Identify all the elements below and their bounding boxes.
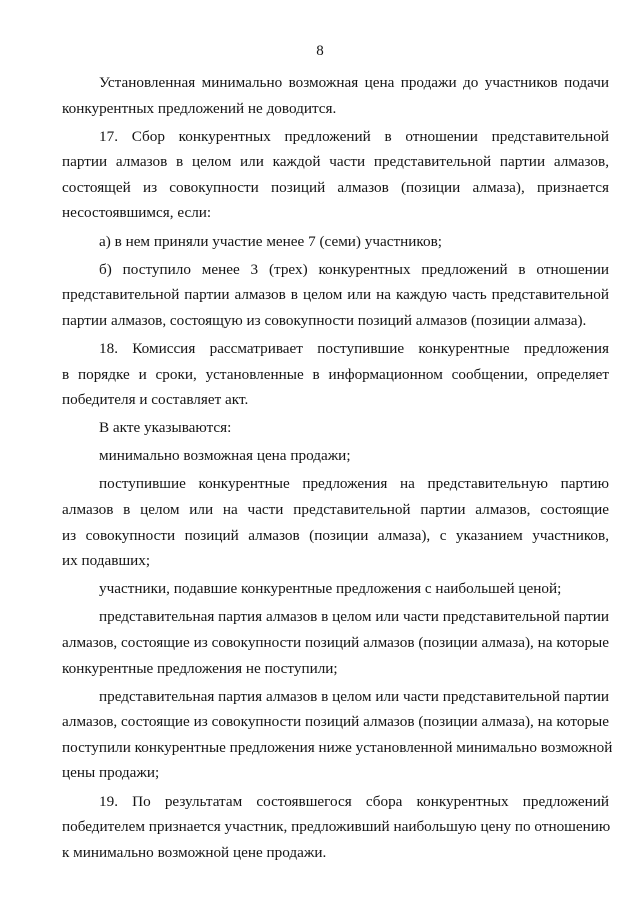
text-line: а) в нем приняли участие менее 7 (семи) участников; bbox=[99, 232, 442, 250]
paragraph-8 bbox=[62, 471, 609, 573]
text-line: победителя и составляет акт. bbox=[62, 391, 249, 409]
text-line: поступившие конкурентные предложения на представительную партию bbox=[99, 475, 609, 493]
paragraph-3 bbox=[62, 229, 609, 255]
text-line: их подавших; bbox=[62, 552, 151, 570]
paragraph-12 bbox=[62, 789, 609, 866]
text-line: партии алмазов в целом или каждой части представительной партии алмазов, bbox=[62, 153, 609, 171]
text-line: цены продажи; bbox=[62, 764, 160, 782]
text-line: представительная партия алмазов в целом или части представительной партии bbox=[99, 687, 609, 705]
text-line: Установленная минимально возможная цена продажи до участников подачи bbox=[99, 74, 609, 91]
text-line: 17. Сбор конкурентных предложений в отношении представительной bbox=[99, 127, 609, 145]
text-line: В акте указываются: bbox=[99, 419, 232, 437]
paragraph-7 bbox=[62, 443, 609, 469]
text-line: к минимально возможной цене продажи. bbox=[62, 843, 327, 861]
text-line: партии алмазов, состоящую из совокупности позиций алмазов (позиции алмаза). bbox=[62, 311, 587, 329]
text-line: конкурентные предложения не поступили; bbox=[62, 659, 338, 677]
text-line: из совокупности позиций алмазов (позиции алмаза), с указанием участников, bbox=[62, 526, 609, 544]
text-line: конкурентных предложений не доводится. bbox=[62, 99, 337, 117]
text-line: алмазов, состоящие из совокупности позиций алмазов (позиции алмаза), на которые bbox=[62, 713, 609, 731]
text-line: алмазов, состоящие из совокупности позиций алмазов (позиции алмаза), на которые bbox=[62, 633, 609, 651]
text-line: 19. По результатам состоявшегося сбора конкурентных предложений bbox=[99, 792, 609, 810]
text-line: победителем признается участник, предложивший наибольшую цену по отношению bbox=[62, 818, 611, 836]
text-line: поступили конкурентные предложения ниже установленной минимально возможной bbox=[62, 738, 613, 756]
paragraph-10 bbox=[62, 604, 609, 681]
paragraph-4 bbox=[62, 257, 609, 334]
text-line: представительной партии алмазов в целом или на каждую часть представительной bbox=[62, 286, 609, 304]
text-line: в порядке и сроки, установленные в информационном сообщении, определяет bbox=[62, 365, 609, 383]
page-number: 8 bbox=[316, 43, 324, 59]
paragraph-6 bbox=[62, 415, 609, 441]
paragraph-9 bbox=[62, 576, 609, 602]
text-line: алмазов в целом или на части представительной партии алмазов, состоящие bbox=[62, 501, 609, 518]
text-line: несостоявшимся, если: bbox=[62, 204, 212, 222]
text-line: 18. Комиссия рассматривает поступившие конкурентные предложения bbox=[99, 339, 609, 357]
text-line: участники, подавшие конкурентные предложения с наибольшей ценой; bbox=[99, 580, 562, 598]
paragraph-11 bbox=[62, 684, 613, 786]
text-line: минимально возможная цена продажи; bbox=[99, 447, 351, 465]
text-line: представительная партия алмазов в целом или части представительной партии bbox=[99, 608, 609, 626]
paragraph-5 bbox=[62, 336, 609, 413]
paragraph-2 bbox=[62, 124, 609, 226]
paragraph-1 bbox=[62, 70, 609, 121]
document-body bbox=[62, 70, 613, 865]
text-line: состоящей из совокупности позиций алмазов (позиции алмаза), признается bbox=[62, 178, 609, 196]
text-line: б) поступило менее 3 (трех) конкурентных предложений в отношении bbox=[99, 260, 609, 278]
